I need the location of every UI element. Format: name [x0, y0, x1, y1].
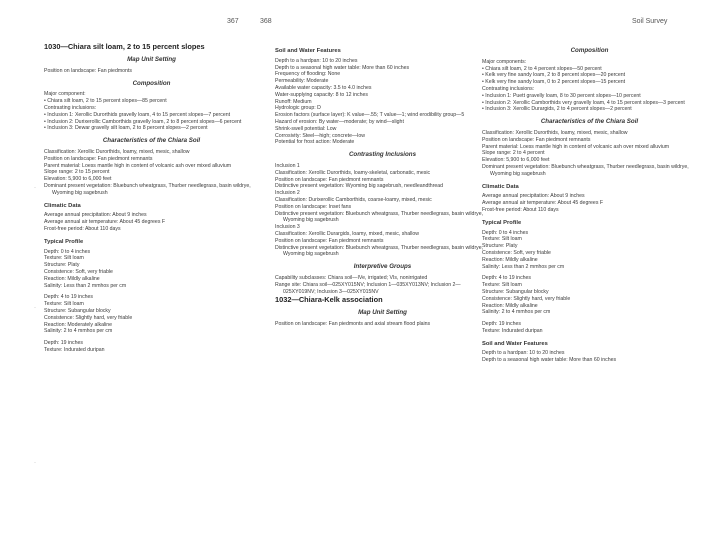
body-text-line: Corrosivity: Steel—high; concrete—low	[275, 132, 365, 139]
body-text-line: Depth: 19 inches	[44, 340, 83, 347]
body-text-line: Texture: Indurated duripan	[44, 346, 105, 353]
text-column-3	[482, 42, 697, 364]
page-number-left: 367	[227, 18, 239, 25]
body-text-line: Elevation: 5,900 to 6,000 feet	[44, 176, 112, 183]
subsection-heading: Soil and Water Features	[275, 48, 341, 54]
body-text-line: Slope range: 2 to 15 percent	[44, 169, 110, 176]
body-text-line: Consistence: Soft, very friable	[482, 249, 551, 256]
body-text-line: Distinctive present vegetation: Bluebunch wheatgrass, Thurber needlegrass, basin wildrye, Wyoming big sagebrush	[275, 244, 484, 258]
page-number-right: 368	[260, 18, 272, 25]
body-text-line: Salinity: 2 to 4 mmhos per cm	[44, 328, 113, 335]
body-text-line: Salinity: Less than 2 mmhos per cm	[44, 282, 127, 289]
body-text-line: Available water capacity: 3.5 to 4.0 inches	[275, 84, 372, 91]
section-heading: Composition	[570, 47, 609, 54]
section-heading: Map Unit Setting	[127, 56, 176, 63]
body-text-line: Inclusion 3	[275, 224, 300, 231]
body-text-line: • Inclusion 2: Xerollic Camborthids very gravelly loam, 4 to 15 percent slopes—3 percent	[482, 99, 685, 106]
body-text-line: • Kelk very fine sandy loam, 2 to 8 percent slopes—20 percent	[482, 72, 626, 79]
section-heading: Composition	[132, 79, 171, 87]
body-text-line: Slope range: 2 to 4 percent	[482, 150, 545, 157]
body-text-line: Consistence: Slightly hard, very friable	[482, 295, 571, 302]
body-text-line: Texture: Silt loam	[44, 301, 84, 308]
body-text-line: Depth: 19 inches	[482, 321, 521, 328]
body-text-line: Reaction: Mildly alkaline	[44, 275, 100, 282]
body-text-line: • Inclusion 1: Puett gravelly loam, 8 to 30 percent slopes—10 percent	[482, 92, 641, 99]
body-text-line: Depth to a hardpan: 10 to 20 inches	[275, 57, 358, 64]
body-text-line: Average annual precipitation: About 9 inches	[482, 193, 585, 200]
body-text-line: Position on landscape: Inset fans	[275, 203, 352, 210]
body-text-line: Average annual air temperature: About 45 degrees F	[482, 200, 604, 207]
body-text-line: Range site: Chiara soil—025XY015NV; Inclusion 1—035XY013NV; Inclusion 2—025XY019NV; Inclusion 3—025XY015NV	[275, 281, 461, 295]
margin-mark: ·	[34, 305, 36, 311]
body-text-line: Position on landscape: Fan piedmonts and axial stream flood plains	[275, 321, 431, 328]
section-heading: Interpretive Groups	[353, 263, 412, 271]
body-text-line: Hazard of erosion: By water—moderate; by wind—slight	[275, 118, 404, 125]
body-text-line: Average annual air temperature: About 45 degrees F	[44, 219, 166, 226]
body-text-line: Water-supplying capacity: 8 to 12 inches	[275, 91, 368, 98]
body-text-line: Contrasting inclusions:	[44, 104, 97, 111]
body-text-line: Reaction: Mildly alkaline	[482, 256, 538, 263]
body-text-line: Frost-free period: About 110 days	[44, 225, 121, 232]
body-text-line: Consistence: Soft, very friable	[44, 268, 113, 275]
body-text-line: Capability subclasses: Chiara soil—IVe, irrigated; VIs, nonirrigated	[275, 274, 428, 281]
body-text-line: Shrink-swell potential: Low	[275, 125, 337, 132]
body-text-line: Parent material: Loess mantle high in content of volcanic ash over mixed alluvium	[44, 162, 232, 169]
body-text-line: Position on landscape: Fan piedmonts	[44, 67, 132, 74]
running-head: Soil Survey	[632, 18, 668, 25]
body-text-line: Position on landscape: Fan piedmont remnants	[482, 136, 591, 143]
text-column-2	[275, 42, 490, 328]
body-text-line: Depth to a hardpan: 10 to 20 inches	[482, 350, 565, 357]
body-text-line: Salinity: 2 to 4 mmhos per cm	[482, 309, 551, 316]
body-text-line: Depth: 4 to 19 inches	[44, 294, 94, 301]
body-text-line: • Chiara silt loam, 2 to 4 percent slopes—50 percent	[482, 65, 602, 72]
body-text-line: Depth to a seasonal high water table: More than 60 inches	[275, 64, 410, 71]
body-text-line: Texture: Silt loam	[482, 282, 522, 289]
body-text-line: Dominant present vegetation: Bluebunch wheatgrass, Thurber needlegrass, basin wildrye, Wyoming big sagebrush	[44, 182, 251, 196]
body-text-line: Erosion factors (surface layer): K value—.55; T value—1; wind erodibility group—5	[275, 112, 465, 119]
body-text-line: Depth: 0 to 4 inches	[482, 229, 529, 236]
body-text-line: Consistence: Slightly hard, very friable	[44, 314, 133, 321]
body-text-line: • Inclusion 3: Xerollic Durargids, 2 to 4 percent slopes—2 percent	[482, 106, 632, 113]
body-text-line: Major component:	[44, 91, 86, 98]
subsection-heading: Typical Profile	[482, 219, 522, 226]
body-text-line: Texture: Silt loam	[44, 255, 84, 262]
body-text-line: Contrasting inclusions:	[482, 85, 535, 92]
body-text-line: Potential for frost action: Moderate	[275, 139, 355, 146]
body-text-line: Major components:	[482, 58, 527, 65]
body-text-line: Runoff: Medium	[275, 98, 312, 105]
body-text-line: Frequency of flooding: None	[275, 71, 341, 78]
body-text-line: Frost-free period: About 110 days	[482, 206, 559, 213]
text-column-1	[44, 42, 259, 354]
body-text-line: Reaction: Mildly alkaline	[482, 302, 538, 309]
subsection-heading: Typical Profile	[44, 238, 84, 245]
body-text-line: Structure: Subangular blocky	[482, 288, 549, 295]
section-heading: Characteristics of the Chiara Soil	[102, 137, 201, 145]
body-text-line: • Inclusion 1: Xerollic Durorthids gravelly loam, 4 to 15 percent slopes—7 percent	[44, 111, 231, 118]
body-text-line: Classification: Xerollic Durorthids, loamy, mixed, mesic, shallow	[44, 148, 190, 155]
margin-mark: ·	[34, 460, 36, 466]
subsection-heading: Soil and Water Features	[482, 340, 548, 347]
body-text-line: • Inclusion 2: Durixerollic Camborthids gravelly loam, 2 to 8 percent slopes—6 percent	[44, 118, 242, 125]
map-unit-heading: 1032—Chiara-Kelk association	[275, 295, 383, 305]
map-unit-heading: 1030—Chiara silt loam, 2 to 15 percent slopes	[44, 42, 205, 51]
body-text-line: Position on landscape: Fan piedmont remnants	[275, 176, 384, 183]
body-text-line: Classification: Xerollic Durorthids, loamy-skeletal, carbonatic, mesic	[275, 169, 431, 176]
section-heading: Contrasting Inclusions	[348, 151, 417, 159]
body-text-line: Depth: 4 to 19 inches	[482, 275, 532, 282]
body-text-line: Permeability: Moderate	[275, 78, 329, 85]
body-text-line: Classification: Xerollic Durargids, loamy, mixed, mesic, shallow	[275, 230, 420, 237]
body-text-line: Distinctive present vegetation: Bluebunch wheatgrass, Thurber needlegrass, basin wildrye, Wyoming big sagebrush	[275, 210, 484, 224]
subsection-heading: Climatic Data	[482, 183, 519, 190]
body-text-line: Depth to a seasonal high water table: More than 60 inches	[482, 357, 617, 364]
body-text-line: Parent material: Loess mantle high in content of volcanic ash over mixed alluvium	[482, 143, 670, 150]
margin-mark: ·	[34, 185, 36, 191]
body-text-line: Texture: Indurated duripan	[482, 327, 543, 334]
body-text-line: Structure: Platy	[44, 262, 80, 269]
body-text-line: Depth: 0 to 4 inches	[44, 248, 91, 255]
section-heading: Characteristics of the Chiara Soil	[540, 118, 639, 126]
body-text-line: • Kelk very fine sandy loam, 0 to 2 percent slopes—15 percent	[482, 79, 626, 86]
body-text-line: Classification: Durixerollic Camborthids, coarse-loamy, mixed, mesic	[275, 196, 432, 203]
body-text-line: Elevation: 5,900 to 6,000 feet	[482, 157, 550, 164]
body-text-line: Salinity: Less than 2 mmhos per cm	[482, 263, 565, 270]
section-heading: Map Unit Setting	[358, 309, 407, 317]
body-text-line: Distinctive present vegetation: Wyoming big sagebrush, needleandthread	[275, 183, 444, 190]
body-text-line: • Inclusion 3: Dewar gravelly silt loam, 2 to 8 percent slopes—2 percent	[44, 125, 208, 132]
body-text-line: Dominant present vegetation: Bluebunch wheatgrass, Thurber needlegrass, basin wildrye, Wyoming big sagebrush	[482, 163, 689, 177]
body-text-line: Reaction: Moderately alkaline	[44, 321, 113, 328]
body-text-line: • Chiara silt loam, 2 to 15 percent slopes—85 percent	[44, 98, 167, 105]
body-text-line: Position on landscape: Fan piedmont remnants	[44, 155, 153, 162]
body-text-line: Inclusion 2	[275, 190, 300, 197]
body-text-line: Texture: Silt loam	[482, 236, 522, 243]
body-text-line: Position on landscape: Fan piedmont remnants	[275, 237, 384, 244]
body-text-line: Inclusion 1	[275, 162, 300, 169]
body-text-line: Hydrologic group: D	[275, 105, 321, 112]
body-text-line: Structure: Platy	[482, 243, 518, 250]
body-text-line: Structure: Subangular blocky	[44, 307, 111, 314]
body-text-line: Classification: Xerollic Durorthids, loamy, mixed, mesic, shallow	[482, 129, 628, 136]
body-text-line: Average annual precipitation: About 9 inches	[44, 212, 147, 219]
subsection-heading: Climatic Data	[44, 202, 81, 209]
